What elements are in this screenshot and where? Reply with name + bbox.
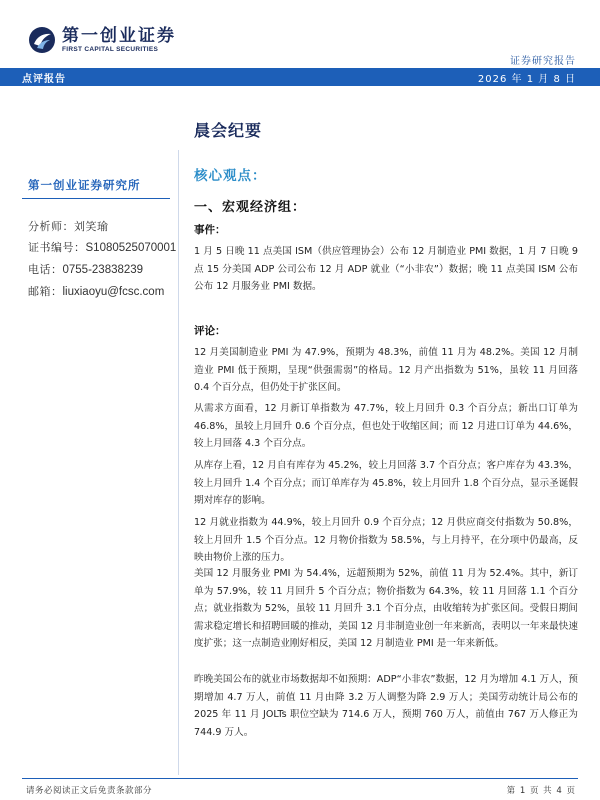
event-label: 事件： xyxy=(194,224,226,236)
cert-number: S1080525070001 xyxy=(85,242,177,254)
email-row xyxy=(28,283,164,299)
comment-paragraph: 昨晚美国公布的就业市场数据却不如预期：ADP“小非农”数据，12 月为增加 4.1 万人，预期增加 4.7 万人，前值 11 月由降 3.2 万人调整为降 2.9 万人；美国劳动统计局公布的 2025 年 11 月 JOLTs 职位空缺为 714.6 万人，预期 760 万人，前值由 767 万人修正为 744.9 万人。 xyxy=(194,674,578,738)
comment-paragraph: 从需求方面看，12 月新订单指数为 47.7%，较上月回升 0.3 个百分点；新出口订单为 46.8%，虽较上月回升 0.6 个百分点，但也处于收缩区间；而 12 月进口订单为 44.6%，较上月回落 4.3 个百分点。 xyxy=(194,403,578,449)
comment-paragraph: 12 月美国制造业 PMI 为 47.9%，预期为 48.3%，前值 11 月为 48.2%。美国 12 月制造业 PMI 低于预期，呈现“供强需弱”的格局。12 月产出指数为 51%，虽较 11 月回落 0.4 个百分点，但仍处于扩张区间。 xyxy=(194,347,578,393)
report-date: 2026 年 1 月 8 日 xyxy=(477,74,576,85)
email-address[interactable]: liuxiaoyu@fcsc.com xyxy=(62,286,165,298)
section-heading: 一、宏观经济组： xyxy=(194,200,307,215)
report-category: 点评报告 xyxy=(22,74,66,85)
footer-divider xyxy=(22,778,578,779)
phone-number: 0755-23838239 xyxy=(62,264,144,276)
comment-paragraph: 12 月就业指数为 44.9%，较上月回升 0.9 个百分点；12 月供应商交付指数为 50.8%，较上月回升 1.5 个百分点。12 月物价指数为 58.5%，与上月持平，在分项中仍最高，反映由物价上涨的压力。 xyxy=(194,517,578,563)
institute-name: 第一创业证券研究所 xyxy=(28,178,141,192)
comment-paragraph: 从库存上看，12 月自有库存为 45.2%，较上月回落 3.7 个百分点；客户库存为 43.3%，较上月回升 1.4 个百分点；而订单库存为 45.8%，较上月回升 1.8 个百分点，显示圣诞假期对库存的影响。 xyxy=(194,460,578,506)
report-type: 证券研究报告 xyxy=(510,56,576,67)
logo-chinese-name: 第一创业证券 xyxy=(62,26,176,46)
phone-label: 电话： xyxy=(28,263,63,276)
cert-label: 证书编号： xyxy=(28,241,86,254)
cert-row xyxy=(28,239,176,255)
phone-row xyxy=(28,261,143,277)
logo-english-name: FIRST CAPITAL SECURITIES xyxy=(62,46,159,53)
analyst-name: 刘笑瑜 xyxy=(74,220,109,233)
event-text: 1 月 5 日晚 11 点美国 ISM（供应管理协会）公布 12 月制造业 PMI 数据，1 月 7 日晚 9 点 15 分美国 ADP 公司公布 12 月 ADP 就业（“小非农”）数据；晚 11 点美国 ISM 公布公布 12 月服务业 PMI 数据。 xyxy=(194,246,578,292)
column-divider xyxy=(178,150,179,775)
first-capital-logo-icon xyxy=(28,26,56,54)
email-label: 邮箱： xyxy=(28,285,63,298)
comment-paragraph: 美国 12 月服务业 PMI 为 54.4%，远超预期为 52%，前值 11 月为 52.4%。其中，新订单为 57.9%，较 11 月回升 5 个百分点；物价指数为 64.3%，较 11 月回落 1.1 个百分点；就业指数为 52%，虽较 11 月回升 3.1 个百分点，由收缩转为扩张区间。受假日期间需求稳定增长和招聘回暖的推动，美国 12 月非制造业创一年来新高，表明以一年来最快速度扩张；这一点制造业刚好相反，美国 12 月制造业 PMI 是一年来新低。 xyxy=(194,568,578,649)
page-number: 第 1 页 共 4 页 xyxy=(506,786,576,796)
analyst-label: 分析师： xyxy=(28,220,74,233)
page-title: 晨会纪要 xyxy=(194,121,263,140)
sidebar-divider xyxy=(22,198,170,199)
comment-label: 评论： xyxy=(194,325,226,337)
core-heading: 核心观点： xyxy=(194,168,267,184)
analyst-row xyxy=(28,218,109,234)
company-logo xyxy=(28,26,176,54)
footer-disclaimer: 请务必阅读正文后免责条款部分 xyxy=(26,786,153,796)
